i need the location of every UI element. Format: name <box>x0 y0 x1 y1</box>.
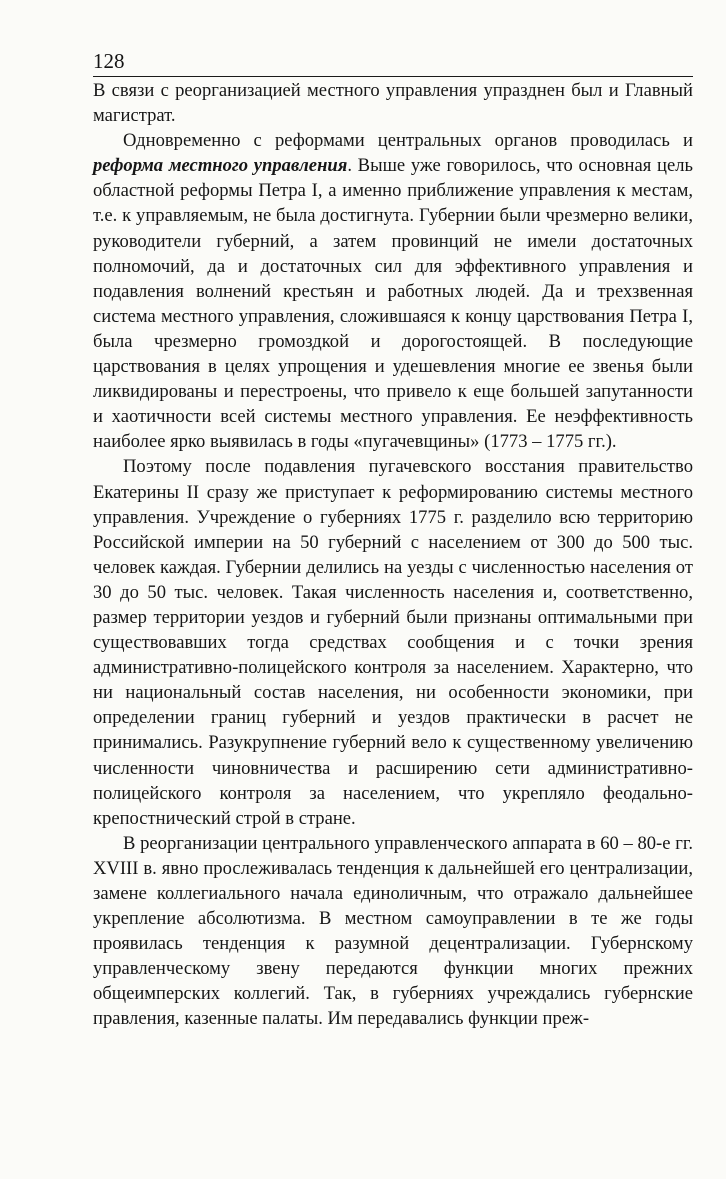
page-header <box>93 46 693 77</box>
body-text <box>93 78 693 1032</box>
paragraph-text-lead: Одновременно с реформами центральных органов проводилась и <box>123 130 693 152</box>
paragraph-text-rest: . Выше уже говорилось, что основная цель областной реформы Петра I, а именно приближение управления к местам, т.е. к управляемым, не была достигнута. Губернии были чрезмерно велики, руководители губерний, а затем провинций не имели достаточных полномочий, да и достаточных сил для эффективного управления и подавления волнений крестьян и работных людей. Да и трехзвенная система местного управления, сложившаяся к концу царствования Петра I, была чрезмерно громоздкой и дорогостоящей. В последующие царствования в целях упрощения и удешевления многие ее звенья были ликвидированы и перестроены, что привело к еще большей запутанности и хаотичности всей системы местного управления. Ее неэффективность наиболее ярко выявилась в годы «пугачевщины» (1773 – 1775 гг.). <box>93 155 693 453</box>
emphasized-term: реформа местного управления <box>93 155 348 177</box>
paragraph-continuation: В связи с реорганизацией местного управления упразднен был и Главный магистрат. <box>93 80 693 127</box>
paragraph-reorganization: В реорганизации центрального управленческого аппарата в 60 – 80-е гг. XVIII в. явно прослеживалась тенденция к дальнейшей его централизации, замене коллегиального начала единоличным, что отражало дальнейшее укрепление абсолютизма. В местном самоуправлении в те же годы проявилась тенденция к разумной децентрализации. Губернскому управленческому звену передаются функции многих прежних общеимперских коллегий. Так, в губерниях учреждались губернские правления, казенные палаты. Им передавались функции преж- <box>93 832 693 1030</box>
paragraph-local-reform <box>93 128 693 454</box>
paragraph-catherine-reform: Поэтому после подавления пугачевского восстания правительство Екатерины II сразу же приступает к реформированию системы местного управления. Учреждение о губерниях 1775 г. разделило всю территорию Российской империи на 50 губерний с населением от 300 до 500 тыс. человек каждая. Губернии делились на уезды с численностью населения от 30 до 50 тыс. человек. Такая численность населения и, соответственно, размер территории уездов и губерний были признаны оптимальными при существовавших тогда средствах сообщения и с точки зрения административно-полицейского контроля за населением. Характерно, что ни национальный состав населения, ни особенности экономики, при определении границ губерний и уездов практически в расчет не принимались. Разукрупнение губерний вело к существенному увеличению численности чиновничества и расширению сети административно-полицейского контроля за населением, что укрепляло феодально-крепостнический строй в стране. <box>93 456 693 829</box>
page-number: 128 <box>93 49 125 73</box>
